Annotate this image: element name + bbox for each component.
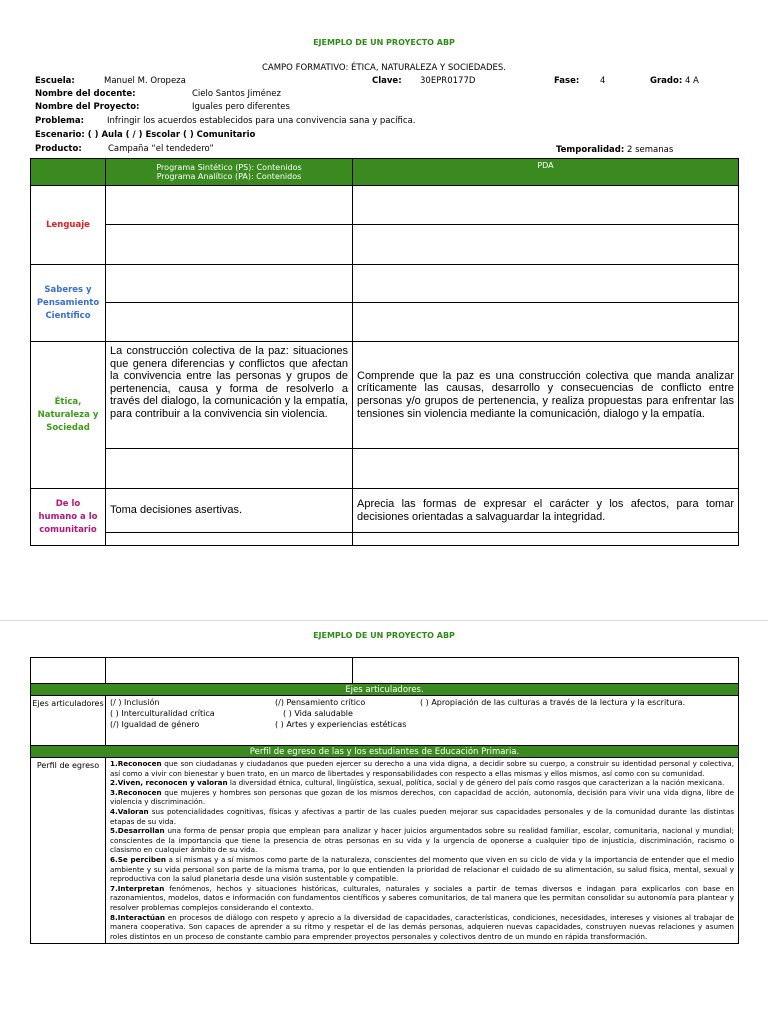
perfil-item: 4.Valoran sus potencialidades cognitivas, físicas y afectivas a partir de las cuales pueden mejorar sus capacidades personales y de la comunidad durante las distintas etapas de su vida.	[110, 806, 734, 826]
table-cell	[353, 449, 739, 489]
table-row	[31, 342, 739, 449]
ejes-col-2	[275, 697, 420, 730]
fase-label: Fase:	[554, 76, 580, 86]
eje-item: ( ) Apropiación de las culturas a través de la lectura y la escritura.	[420, 698, 686, 707]
table-row	[31, 449, 739, 489]
table-cell	[106, 449, 353, 489]
etica-contenido: La construcción colectiva de la paz: situaciones que genera diferencias y conflictos que afectan la convivencia entre las personas y grupos de pertenencia, causa y forma de resolverlo a través del dialogo, la comunicación y la empatía, para contribuir a la convivencia sin violencia.	[106, 342, 353, 449]
table-row	[31, 186, 739, 225]
ejes-col-3	[420, 697, 734, 730]
table-cell	[106, 265, 353, 303]
table-cell	[106, 533, 353, 546]
ejes-columns	[110, 697, 734, 730]
grado-value: 4 A	[684, 76, 699, 86]
docente-value: Cielo Santos Jiménez	[192, 89, 281, 99]
campo-table	[30, 158, 739, 546]
problema-value: Infringir los acuerdos establecidos para una convivencia sana y pacífica.	[107, 116, 416, 126]
ejes-label: Ejes articuladores	[31, 696, 106, 746]
page-2	[0, 620, 768, 1024]
table-row	[31, 533, 739, 546]
header-blank	[31, 159, 106, 186]
row-label-lenguaje: Lenguaje	[31, 186, 106, 265]
docente-label: Nombre del docente:	[35, 89, 136, 99]
escuela-value: Manuel M. Oropeza	[104, 76, 186, 86]
perfil-band: Perfil de egreso de las y los estudiantes de Educación Primaria.	[31, 746, 739, 758]
campo-formativo: CAMPO FORMATIVO: ÉTICA, NATURALEZA Y SOCIEDADES.	[261, 63, 507, 73]
table-cell	[353, 225, 739, 265]
clave-value: 30EPR0177D	[420, 76, 476, 86]
table-cell	[106, 658, 353, 684]
table-cell	[106, 186, 353, 225]
ejes-col-1	[110, 697, 275, 730]
eje-item: (/ ) Inclusión	[110, 698, 160, 707]
table-cell	[31, 658, 106, 684]
perfil-row	[31, 758, 739, 944]
humano-pda: Aprecia las formas de expresar el carácter y los afectos, para tomar decisiones orientadas a salvaguardar la integridad.	[353, 489, 739, 533]
eje-item: ( ) Artes y experiencias estéticas	[275, 720, 407, 729]
eje-item: ( ) Interculturalidad crítica	[110, 709, 215, 718]
perfil-item: 3.Reconocen que mujeres y hombres son personas que gozan de los mismos derechos, con capacidad de acción, autonomía, decisión para vivir una vida digna, libre de violencia y discriminación.	[110, 787, 734, 807]
table-row	[31, 225, 739, 265]
perfil-item: 5.Desarrollan una forma de pensar propia que emplean para analizar y hacer juicios argumentados sobre su realidad familiar, escolar, comunitaria, nacional y mundial; conscientes de la importancia que tiene la presencia de otras personas en su vida y la urgencia de oponerse a cualquier tipo de injusticia, discriminación, racismo o clasismo en cualquier ámbito de su vida.	[110, 826, 734, 855]
perfil-label: Perfil de egreso	[31, 758, 106, 944]
table-row	[31, 265, 739, 303]
ejes-band-row	[31, 684, 739, 696]
perfil-content	[106, 758, 739, 944]
table-header-row	[31, 159, 739, 186]
fase-value: 4	[600, 76, 606, 86]
eje-item: (/) Igualdad de género	[110, 720, 200, 729]
eje-item: (/) Pensamiento crítico	[275, 698, 366, 707]
temporalidad	[556, 144, 673, 156]
table-cell	[353, 186, 739, 225]
grado	[650, 75, 699, 87]
temporalidad-label: Temporalidad:	[556, 145, 625, 155]
row-label-saberes: Saberes y Pensamiento Científico	[31, 265, 106, 342]
table-cell	[106, 225, 353, 265]
table-row	[31, 303, 739, 342]
ejes-table	[30, 657, 739, 944]
perfil-item: 1.Reconocen que son ciudadanas y ciudadanos que pueden ejercer su derecho a una vida digna, a decidir sobre su cuerpo, a construir su identidad personal y colectiva, así como a vivir con bienestar y buen trato, en un marco de libertades y responsabilidades con respecto a ellas mismas y ellos mismos, así como con su comunidad.	[110, 759, 734, 778]
header-pa: Programa Analítico (PA): Contenidos	[156, 172, 302, 181]
proyecto-value: Iguales pero diferentes	[192, 102, 290, 112]
clave-label: Clave:	[372, 76, 402, 86]
page-title: EJEMPLO DE UN PROYECTO ABP	[313, 38, 455, 47]
table-row	[31, 658, 739, 684]
ejes-content	[106, 696, 739, 746]
table-cell	[353, 533, 739, 546]
perfil-band-row	[31, 746, 739, 758]
header-ps: Programa Sintético (PS): Contenidos	[156, 163, 302, 172]
ejes-row	[31, 696, 739, 746]
proyecto-label: Nombre del Proyecto:	[35, 102, 140, 112]
perfil-item: 2.Viven, reconocen y valoran la diversidad étnica, cultural, lingüística, sexual, política, social y de género del país como rasgos que caracterizan a la nación mexicana.	[110, 778, 725, 788]
table-cell	[353, 303, 739, 342]
perfil-item: 7.Interpretan fenómenos, hechos y situaciones históricas, culturales, naturales y sociales a partir de temas diversos e indagan para explicarlos con base en razonamientos, modelos, datos e información con fundamentos científicos y saberes comunitarios, de tal manera que les permitan consolidar su autonomía para plantear y resolver problemas complejos considerando el contexto.	[110, 883, 734, 912]
escuela-label: Escuela:	[35, 76, 75, 86]
temporalidad-value: 2 semanas	[626, 145, 674, 155]
ejes-band: Ejes articuladores.	[31, 684, 739, 696]
header-pda: PDA	[353, 159, 739, 186]
escenario: Escenario: ( ) Aula ( / ) Escolar ( ) Comunitario	[35, 130, 256, 140]
eje-item: ( ) Vida saludable	[283, 709, 353, 718]
page-title-2: EJEMPLO DE UN PROYECTO ABP	[313, 631, 455, 640]
grado-label: Grado:	[650, 76, 683, 86]
problema-label: Problema:	[35, 116, 85, 126]
perfil-item: 6.Se perciben a sí mismas y a sí mismos como parte de la naturaleza, conscientes del momento que viven en su ciclo de vida y la importancia de entender que el medio ambiente y su vida personal son parte de la misma trama, por lo que entienden la prioridad de relacionar el cuidado de su alimentación, su salud física, mental, sexual y reproductiva con la salud planetaria desde una visión sustentable y compatible.	[110, 854, 734, 884]
producto-value: Campaña “el tendedero”	[108, 144, 214, 154]
etica-pda: Comprende que la paz es una construcción colectiva que manda analizar críticamente las causas, desarrollo y consecuencias de conflicto entre personas y/o grupos de pertenencia, y realiza propuestas para enfrentar las tensiones sin violencia mediante la comunicación, dialogo y la empatía.	[353, 342, 739, 449]
table-cell	[353, 658, 739, 684]
row-label-humano: De lo humano a lo comunitario	[31, 489, 106, 546]
producto-label: Producto:	[35, 144, 82, 154]
perfil-item: 8.Interactúan en procesos de diálogo con respeto y aprecio a la diversidad de capacidades, características, condiciones, necesidades, intereses y visiones al trabajar de manera cooperativa. Son capaces de aprender a su ritmo y respetar el de las demás personas, adquieren nuevas capacidades, construyen nuevas relaciones y asumen roles distintos en un proceso de constante cambio para emprender proyectos personales y colectivos dentro de un mundo en rápida transformación.	[110, 912, 734, 941]
table-cell	[353, 265, 739, 303]
header-contenidos	[106, 159, 353, 186]
table-row	[31, 489, 739, 533]
row-label-etica: Ética, Naturaleza y Sociedad	[31, 342, 106, 489]
humano-contenido: Toma decisiones asertivas.	[106, 489, 353, 533]
table-cell	[106, 303, 353, 342]
